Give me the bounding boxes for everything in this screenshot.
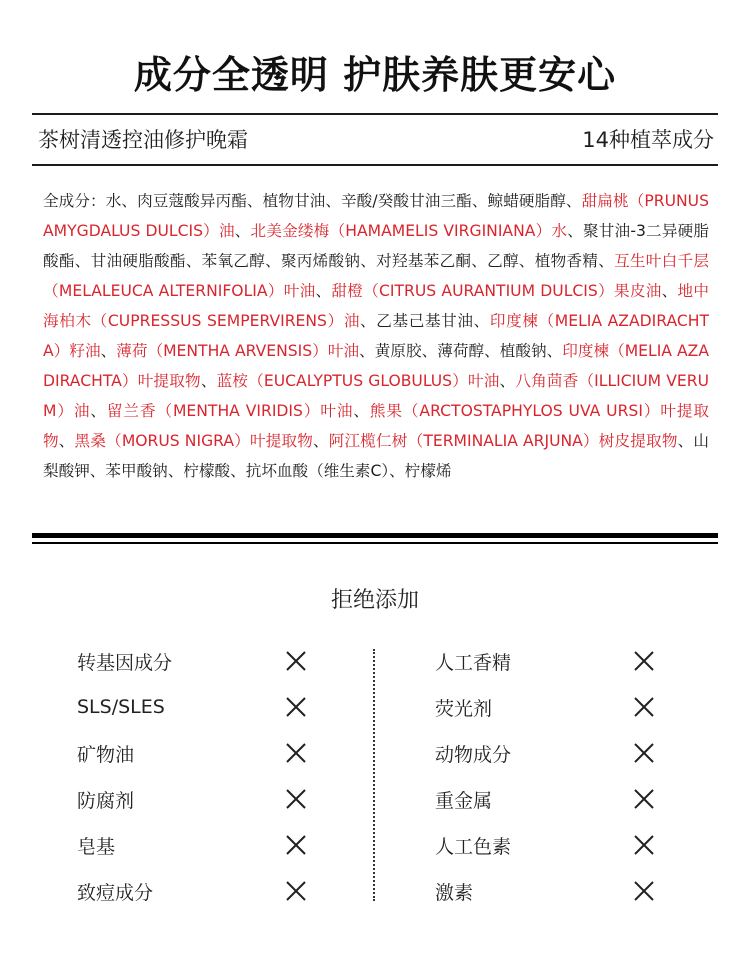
x-mark-icon [633,650,655,672]
plant-extract-ingredient: 黑桑（MORUS NIGRA）叶提取物 [74,432,313,450]
free-from-label: 人工香精 [435,651,512,674]
plant-extract-ingredient: 地中海柏木（CUPRESSUS SEMPERVIRENS）油 [43,282,709,330]
free-from-item [435,822,655,868]
x-mark-icon [285,880,307,902]
ingredient-text: 全成分：水、肉豆蔻酸异丙酯、植物甘油、辛酸/癸酸甘油三酯、鲸蜡硬脂醇、 [43,192,582,210]
free-from-item [77,868,307,914]
free-from-item [435,776,655,822]
product-name: 茶树清透控油修护晚霜 [38,128,248,152]
free-from-label: 矿物油 [77,743,135,766]
ingredient-text: 、乙基己基甘油、 [360,312,490,330]
free-from-label: SLS/SLES [77,696,165,718]
x-mark-icon [285,742,307,764]
product-row [32,118,714,160]
free-from-label: 激素 [435,881,474,904]
ingredient-text: 、 [200,372,217,390]
ingredient-list [43,186,709,486]
ingredient-text: 、聚甘油-3二异硬脂酸酯、甘油硬脂酸酯、苯氧乙醇、聚丙烯酸钠、对羟基苯乙酮、乙醇、植物香精、 [43,222,709,270]
free-from-label: 致痘成分 [77,881,154,904]
plant-extract-ingredient: 熊果（ARCTOSTAPHYLOS UVA URSI）叶提取物 [43,402,709,450]
plant-extract-ingredient: 甜扁桃（PRUNUS AMYGDALUS DULCIS）油 [43,192,709,240]
free-from-item [77,822,307,868]
x-mark-icon [633,834,655,856]
x-mark-icon [285,788,307,810]
x-mark-icon [633,696,655,718]
plant-extract-ingredient: 北美金缕梅（HAMAMELIS VIRGINIANA）水 [250,222,568,240]
plant-extract-ingredient: 八角茴香（ILLICIUM VERUM）油 [43,372,709,420]
x-mark-icon [633,742,655,764]
free-from-right-column [435,638,655,914]
plant-extract-ingredient: 互生叶白千层（MELALEUCA ALTERNIFOLIA）叶油 [43,252,709,300]
x-mark-icon [285,650,307,672]
ingredient-text: 、 [58,432,75,450]
ingredient-text: 、 [100,342,117,360]
free-from-item [77,684,307,730]
free-from-label: 重金属 [435,789,493,812]
free-from-label: 皂基 [77,835,116,858]
free-from-item [77,730,307,776]
x-mark-icon [633,880,655,902]
plant-extract-ingredient: 印度楝（MELIA AZADIRACHTA）籽油 [43,312,709,360]
free-from-label: 转基因成分 [77,651,173,674]
section-divider-bold [32,533,718,538]
column-divider [373,649,375,901]
free-from-item [435,730,655,776]
free-from-item [77,638,307,684]
ingredient-text: 、山梨酸钾、苯甲酸钠、柠檬酸、抗坏血酸（维生素C）、柠檬烯 [43,432,709,480]
ingredient-text: 、 [499,372,516,390]
free-from-label: 防腐剂 [77,789,135,812]
plant-extract-ingredient: 蓝桉（EUCALYPTUS GLOBULUS）叶油 [216,372,500,390]
free-from-label: 人工色素 [435,835,512,858]
free-from-left-column [77,638,307,914]
free-from-item [77,776,307,822]
product-divider [32,164,718,166]
section-divider-thin [32,542,718,544]
extract-count: 14种植萃成分 [582,128,714,152]
plant-extract-ingredient: 阿江榄仁树（TERMINALIA ARJUNA）树皮提取物 [328,432,678,450]
ingredient-text: 、 [313,432,329,450]
ingredient-text: 、黄原胶、薄荷醇、植酸钠、 [359,342,563,360]
ingredient-text: 、 [234,222,251,240]
x-mark-icon [633,788,655,810]
ingredient-text: 、 [90,402,107,420]
page-title: 成分全透明 护肤养肤更安心 [133,53,617,97]
free-from-label: 动物成分 [435,743,512,766]
top-divider [32,113,718,115]
plant-extract-ingredient: 印度楝（MELIA AZADIRACHTA）叶提取物 [43,342,709,390]
plant-extract-ingredient: 留兰香（MENTHA VIRIDIS）叶油 [106,402,354,420]
free-from-item [435,684,655,730]
ingredient-text: 、 [353,402,370,420]
free-from-item [435,638,655,684]
ingredient-text: 、 [315,282,332,300]
plant-extract-ingredient: 薄荷（MENTHA ARVENSIS）叶油 [116,342,360,360]
x-mark-icon [285,696,307,718]
free-from-title: 拒绝添加 [330,588,419,613]
x-mark-icon [285,834,307,856]
plant-extract-ingredient: 甜橙（CITRUS AURANTIUM DULCIS）果皮油 [331,282,662,300]
ingredient-text: 、 [661,282,678,300]
free-from-label: 荧光剂 [435,697,493,720]
free-from-item [435,868,655,914]
